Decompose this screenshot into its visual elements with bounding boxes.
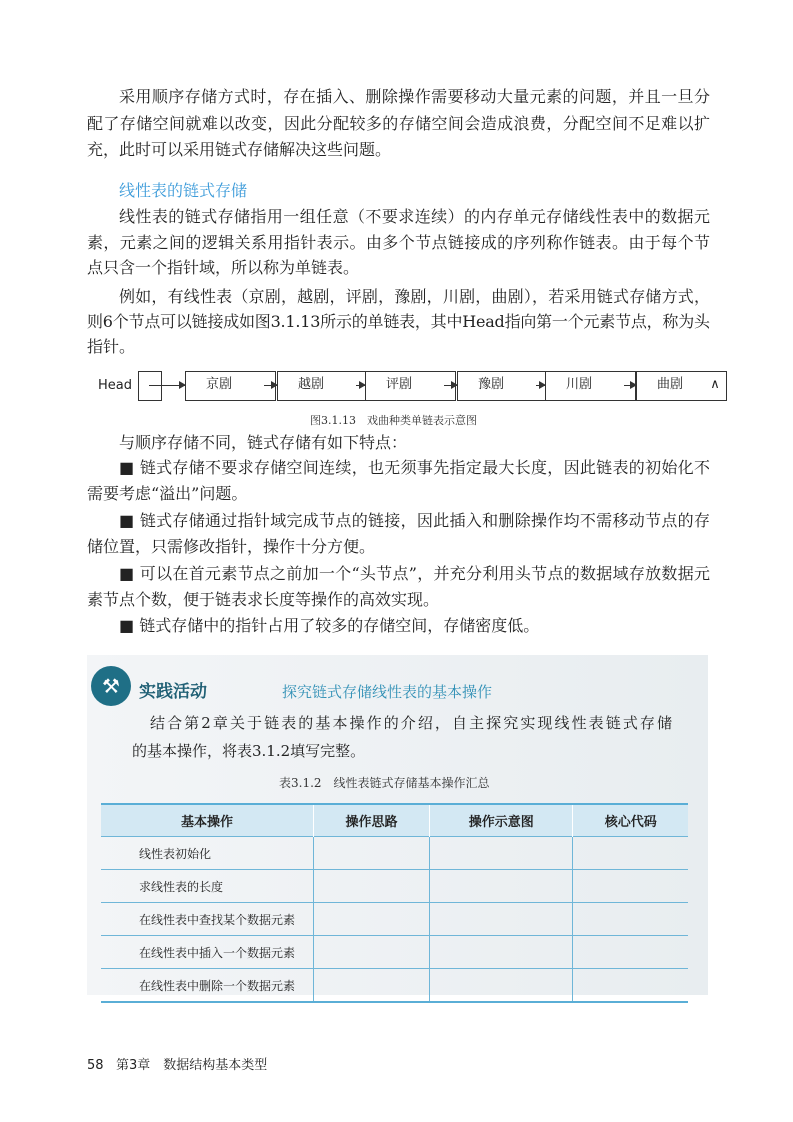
text-line: 充，此时可以采用链式存储解决这些问题。	[87, 140, 392, 159]
arrow	[624, 385, 636, 386]
activity-title: 探究链式存储线性表的基本操作	[282, 683, 493, 701]
head-label: Head	[98, 378, 132, 393]
feature-text: 需要考虑“溢出”问题。	[87, 484, 248, 503]
table-row	[101, 936, 688, 969]
arrow	[356, 385, 365, 386]
empty-cell[interactable]	[314, 837, 430, 870]
text-line: 采用顺序存储方式时，存在插入、删除操作需要移动大量元素的问题，并且一旦分	[119, 87, 711, 106]
page-footer	[87, 1054, 267, 1073]
column-header: 操作思路	[314, 804, 430, 837]
practice-activity-panel	[87, 655, 708, 995]
feature-item	[119, 511, 710, 531]
empty-cell[interactable]	[430, 969, 573, 1003]
empty-cell[interactable]	[573, 837, 688, 870]
arrow	[444, 385, 457, 386]
text-line: 素，元素之间的逻辑关系用指针表示。由多个节点链接成的序列称作链表。由于每个节	[87, 233, 711, 252]
text-line: 则6个节点可以链接成如图3.1.13所示的单链表，其中Head指向第一个元素节点，称为头	[87, 312, 710, 331]
figure-caption: 图3.1.13 戏曲种类单链表示意图	[310, 414, 477, 427]
feature-text: 储位置，只需修改指针，操作十分方便。	[87, 537, 376, 556]
feature-item	[119, 616, 710, 636]
bullet-icon: ■	[119, 616, 135, 635]
column-header: 基本操作	[101, 804, 314, 837]
arrow	[264, 385, 277, 386]
text-line: 指针。	[87, 337, 136, 356]
empty-cell[interactable]	[430, 936, 573, 969]
column-header: 操作示意图	[430, 804, 573, 837]
empty-cell[interactable]	[573, 903, 688, 936]
empty-cell[interactable]	[573, 969, 688, 1003]
empty-cell[interactable]	[314, 936, 430, 969]
table-caption: 表3.1.2 线性表链式存储基本操作汇总	[279, 776, 490, 790]
section-heading: 线性表的链式存储	[119, 181, 248, 200]
operation-name: 线性表初始化	[101, 837, 314, 870]
table-row	[101, 837, 688, 870]
operations-table	[101, 803, 688, 1003]
node-data: 评剧	[385, 377, 412, 392]
chapter-title: 第3章 数据结构基本类型	[115, 1058, 268, 1073]
operation-name: 在线性表中查找某个数据元素	[101, 903, 314, 936]
text-line: 配了存储空间就难以改变，因此分配较多的存储空间会造成浪费，分配空间不足难以扩	[87, 114, 711, 133]
empty-cell[interactable]	[314, 969, 430, 1003]
feature-item	[119, 564, 710, 584]
head-pointer-box	[138, 371, 162, 401]
empty-cell[interactable]	[430, 837, 573, 870]
empty-cell[interactable]	[573, 870, 688, 903]
text-line: 点只含一个指针域，所以称为单链表。	[87, 258, 360, 277]
empty-cell[interactable]	[573, 936, 688, 969]
features-intro: 与顺序存储不同，链式存储有如下特点：	[119, 433, 408, 452]
operation-name: 在线性表中删除一个数据元素	[101, 969, 314, 1003]
empty-cell[interactable]	[314, 903, 430, 936]
table-row	[101, 870, 688, 903]
feature-text: 可以在首元素节点之前加一个“头节点”，并充分利用头节点的数据域存放数据元	[139, 564, 711, 583]
feature-item	[119, 458, 710, 478]
text-line: 例如，有线性表（京剧，越剧，评剧，豫剧，川剧，曲剧），若采用链式存储方式，	[119, 287, 711, 306]
empty-cell[interactable]	[430, 903, 573, 936]
feature-text: 链式存储不要求存储空间连续，也无须事先指定最大长度，因此链表的初始化不	[139, 458, 711, 477]
empty-cell[interactable]	[430, 870, 573, 903]
empty-cell[interactable]	[314, 870, 430, 903]
node-data: 越剧	[297, 377, 324, 392]
arrow	[536, 385, 545, 386]
node-data: 川剧	[565, 377, 592, 392]
operation-name: 求线性表的长度	[101, 870, 314, 903]
table-row	[101, 903, 688, 936]
feature-text: 素节点个数，便于链表求长度等操作的高效实现。	[87, 590, 440, 609]
node-data: 京剧	[205, 377, 232, 392]
feature-text: 链式存储中的指针占用了较多的存储空间，存储密度低。	[139, 616, 540, 635]
page-number: 58	[87, 1058, 104, 1073]
text-line: 线性表的链式存储指用一组任意（不要求连续）的内存单元存储线性表中的数据元	[119, 207, 711, 226]
node-data: 豫剧	[477, 377, 504, 392]
node-data: 曲剧	[656, 377, 683, 392]
feature-text: 链式存储通过指针域完成节点的链接，因此插入和删除操作均不需移动节点的存	[139, 511, 711, 530]
text-line: 的基本操作，将表3.1.2填写完整。	[132, 742, 366, 760]
arrow	[149, 385, 185, 386]
bullet-icon: ■	[119, 458, 135, 477]
table-row	[101, 969, 688, 1003]
tools-icon: ⚒	[91, 666, 131, 706]
null-pointer: ∧	[710, 377, 720, 392]
activity-label: 实践活动	[139, 682, 207, 702]
bullet-icon: ■	[119, 564, 135, 583]
operation-name: 在线性表中插入一个数据元素	[101, 936, 314, 969]
text-line: 结合第2章关于链表的基本操作的介绍，自主探究实现线性表链式存储	[150, 714, 675, 732]
bullet-icon: ■	[119, 511, 135, 530]
column-header: 核心代码	[573, 804, 688, 837]
